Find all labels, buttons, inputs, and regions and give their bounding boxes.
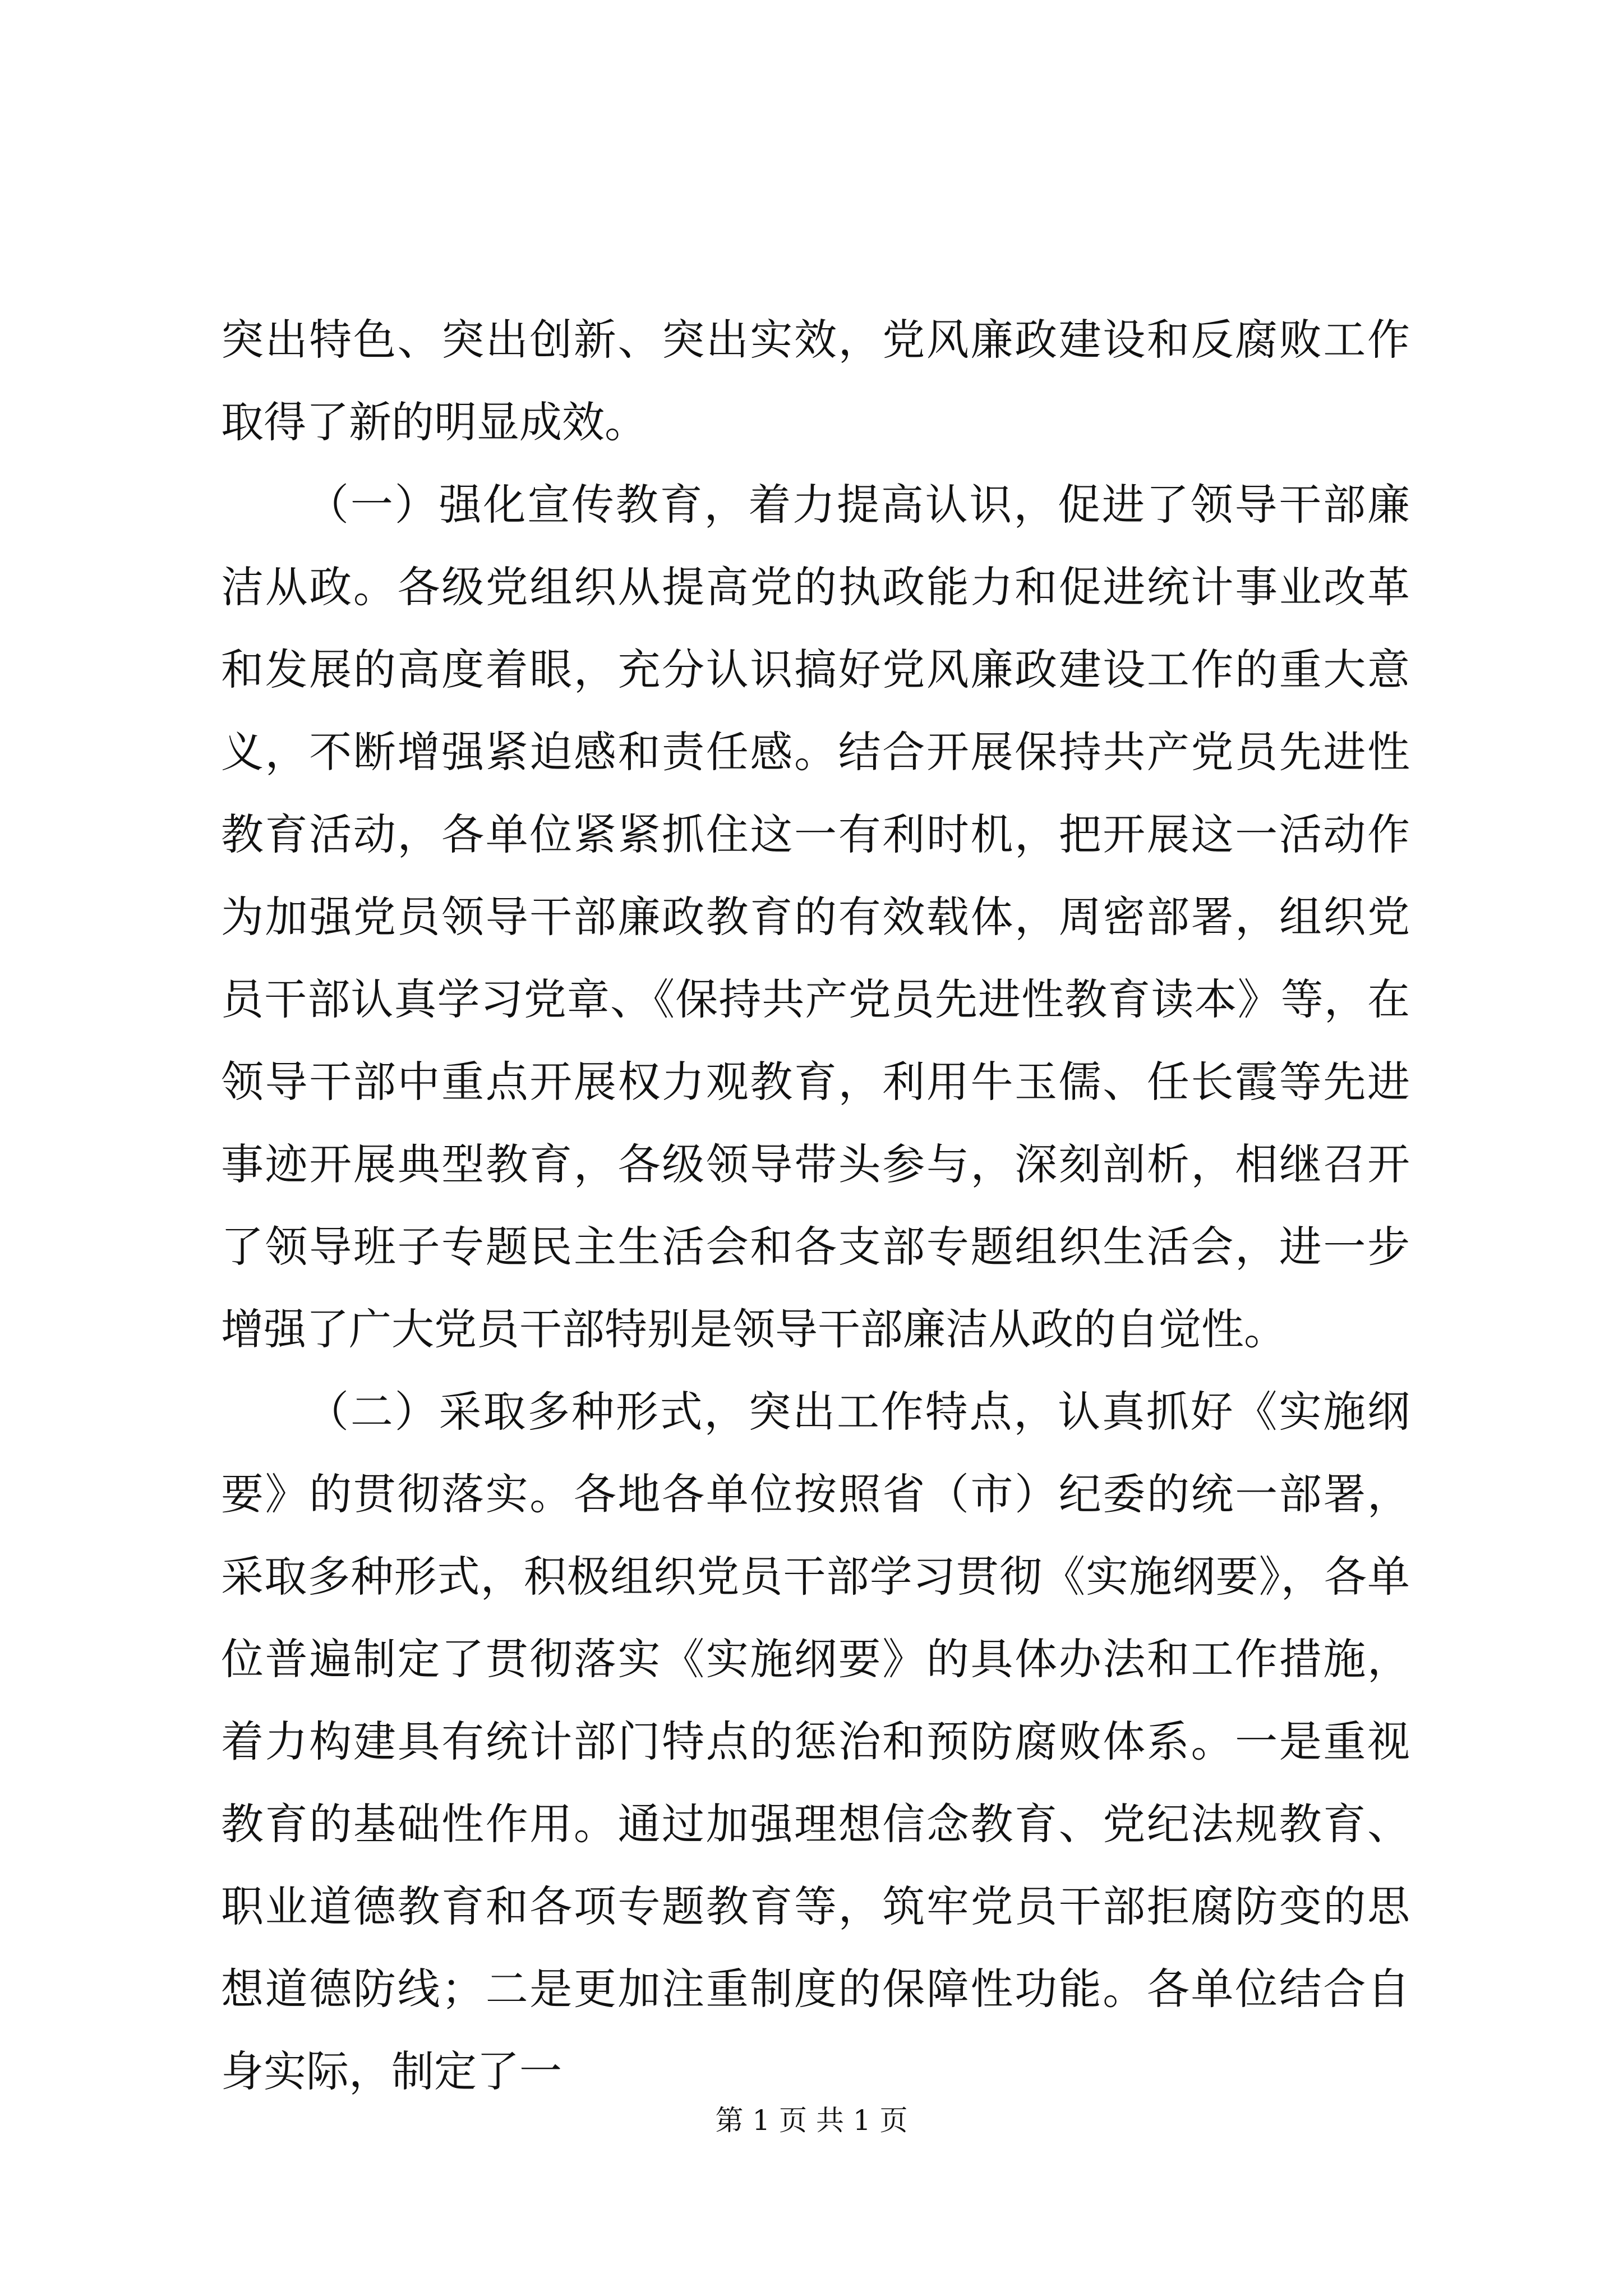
paragraph-section-one: （一）强化宣传教育，着力提高认识，促进了领导干部廉洁从政。各级党组织从提高党的执政能力和促进统计事业改革和发展的高度着眼，充分认识搞好党风廉政建设工作的重大意义，不断增强紧迫感和责任感。结合开展保持共产党员先进性教育活动，各单位紧紧抓住这一有利时机，把开展这一活动作为加强党员领导干部廉政教育的有效载体，周密部署，组织党员干部认真学习党章、《保持共产党员先进性教育读本》等，在领导干部中重点开展权力观教育，利用牛玉儒、任长霞等先进事迹开展典型教育，各级领导带头参与，深刻剖析，相继召开了领导班子专题民主生活会和各支部专题组织生活会，进一步增强了广大党员干部特别是领导干部廉洁从政的自觉性。 bbox=[221, 480, 1410, 1354]
paragraph-section-two: （二）采取多种形式，突出工作特点，认真抓好《实施纲要》的贯彻落实。各地各单位按照省（市）纪委的统一部署，采取多种形式，积极组织党员干部学习贯彻《实施纲要》，各单位普遍制定了贯彻落实《实施纲要》的具体办法和工作措施，着力构建具有统计部门特点的惩治和预防腐败体系。一是重视教育的基础性作用。通过加强理想信念教育、党纪法规教育、职业道德教育和各项专题教育等，筑牢党员干部拒腐防变的思想道德防线；二是更加注重制度的保障性功能。各单位结合自身实际，制定了一 bbox=[221, 1387, 1410, 2096]
page-footer: 第 1 页 共 1 页 bbox=[715, 2104, 908, 2137]
paragraph-continuation: 突出特色、突出创新、突出实效，党风廉政建设和反腐败工作取得了新的明显成效。 bbox=[221, 315, 1410, 447]
document-body bbox=[221, 298, 1410, 2113]
